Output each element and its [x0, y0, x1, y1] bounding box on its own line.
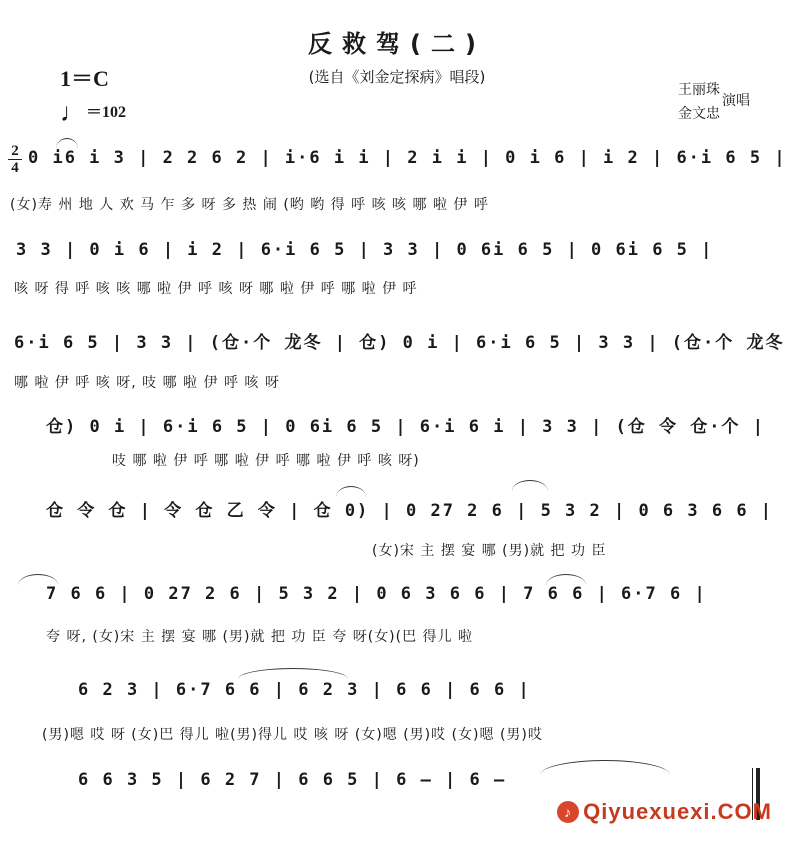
site-watermark	[557, 799, 772, 825]
lyrics-line-5: (女)宋 主 摆 宴 哪 (男)就 把 功 臣	[372, 543, 607, 559]
watermark-text: Qiyuexuexi.COM	[583, 799, 772, 824]
quarter-note-icon: ♩	[60, 98, 86, 127]
lyrics-line-7: (男)嗯 哎 呀 (女)巴 得儿 啦(男)得儿 哎 咳 呀 (女)嗯 (男)哎 (女)嗯 (男)哎	[42, 727, 543, 743]
lyrics-line-1: (女)寿 州 地 人 欢 马 乍 多 呀 多 热 闹 (哟 哟 得 呼 咳 咳 哪 啦 伊 呼	[10, 197, 489, 213]
notation-line-6: 7 6 6 | 0 27 2 6 | 5 3 2 | 0 6 3 6 6 | 7 6 6 | 6·7 6 |	[46, 584, 707, 604]
notation-line-2: 3 3 | 0 i 6 | i 2 | 6·i 6 5 | 3 3 | 0 6i 6 5 | 0 6i 6 5 |	[16, 240, 714, 260]
music-note-logo-icon: ♪	[557, 801, 579, 823]
tempo-value: ＝102	[86, 104, 127, 121]
performance-role: 演唱	[722, 93, 750, 109]
song-title: 反救驾(二)	[308, 30, 486, 58]
notation-line-3: 6·i 6 5 | 3 3 | (仓·个 龙冬 | 仓) 0 i | 6·i 6 5 | 3 3 | (仓·个 龙冬	[14, 333, 785, 353]
time-signature-top: 2	[11, 143, 19, 159]
tie-mark	[540, 760, 670, 775]
slur-mark	[238, 668, 348, 679]
lyrics-line-2: 咳 呀 得 呼 咳 咳 哪 啦 伊 呼 咳 呀 哪 啦 伊 呼 哪 啦 伊 呼	[14, 281, 418, 297]
slur-mark	[546, 574, 586, 585]
time-signature	[8, 144, 22, 175]
singers	[678, 78, 720, 126]
time-signature-bottom: 4	[11, 160, 19, 176]
slur-mark	[56, 138, 78, 149]
notation-line-5: 仓 令 仓 | 令 仓 乙 令 | 仓 0) | 0 27 2 6 | 5 3 2 | 0 6 3 6 6 |	[46, 501, 774, 521]
slur-mark	[18, 574, 58, 585]
song-subtitle: (选自《刘金定探病》唱段)	[308, 68, 486, 86]
tempo-marking	[60, 98, 126, 128]
notation-line-8: 6 6 3 5 | 6 2 7 | 6 6 5 | 6 – | 6 –	[78, 770, 507, 790]
notation-line-1: 0 i6 i 3 | 2 2 6 2 | i·6 i i | 2 i i | 0 i 6 | i 2 | 6·i 6 5 |	[28, 148, 787, 168]
singer-name: 王丽珠	[678, 82, 720, 98]
singer-name: 金文忠	[678, 106, 720, 122]
lyrics-line-4: 吱 哪 啦 伊 呼 哪 啦 伊 呼 哪 啦 伊 呼 咳 呀)	[112, 453, 420, 469]
lyrics-line-6: 夸 呀, (女)宋 主 摆 宴 哪 (男)就 把 功 臣 夸 呀(女)(巴 得儿 啦	[46, 629, 473, 645]
slur-mark	[336, 486, 366, 497]
key-signature: 1＝C	[60, 66, 109, 91]
slur-mark	[512, 480, 548, 491]
lyrics-line-3: 哪 啦 伊 呼 咳 呀, 吱 哪 啦 伊 呼 咳 呀	[14, 375, 280, 391]
notation-line-7: 6 2 3 | 6·7 6 6 | 6 2 3 | 6 6 | 6 6 |	[78, 680, 531, 700]
notation-line-4: 仓) 0 i | 6·i 6 5 | 0 6i 6 5 | 6·i 6 i | 3 3 | (仓 令 仓·个 |	[46, 417, 765, 437]
